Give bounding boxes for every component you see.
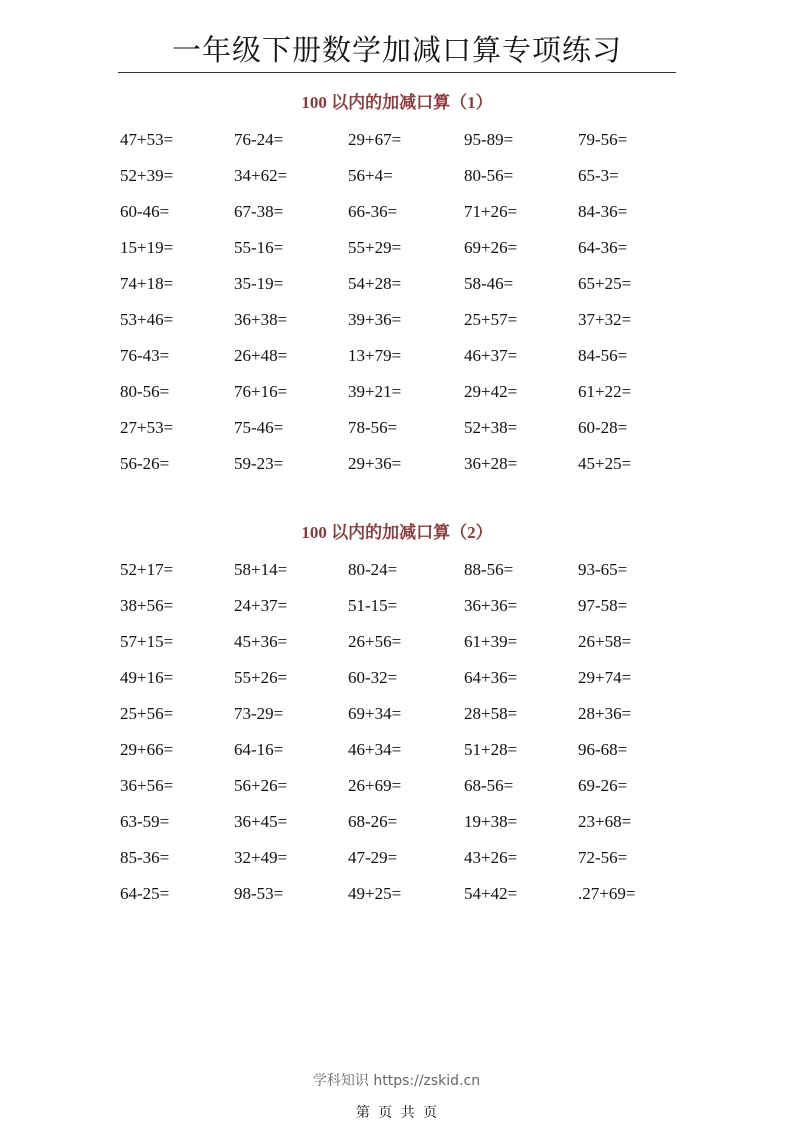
- problem-row: [120, 238, 680, 274]
- arithmetic-problem: 26+48=: [234, 346, 288, 365]
- problem-row: [120, 884, 680, 920]
- arithmetic-problem: 53+46=: [120, 310, 174, 329]
- arithmetic-problem: 36+36=: [464, 596, 518, 615]
- arithmetic-problem: 52+17=: [120, 560, 174, 579]
- arithmetic-problem: 39+21=: [348, 382, 402, 401]
- arithmetic-problem: 51+28=: [464, 740, 518, 759]
- arithmetic-problem: 54+28=: [348, 274, 402, 293]
- arithmetic-problem: 76+16=: [234, 382, 288, 401]
- arithmetic-problem: 60-28=: [578, 418, 628, 437]
- arithmetic-problem: 93-65=: [578, 560, 628, 579]
- section-2-problem-grid: [120, 560, 680, 920]
- title-divider: [118, 72, 676, 73]
- problem-row: [120, 274, 680, 310]
- arithmetic-problem: 25+57=: [464, 310, 518, 329]
- arithmetic-problem: 29+36=: [348, 454, 402, 473]
- arithmetic-problem: 19+38=: [464, 812, 518, 831]
- problem-row: [120, 668, 680, 704]
- problem-row: [120, 632, 680, 668]
- arithmetic-problem: 47-29=: [348, 848, 398, 867]
- arithmetic-problem: 60-32=: [348, 668, 398, 687]
- arithmetic-problem: 69-26=: [578, 776, 628, 795]
- footer-page-number: 第 页 共 页: [355, 1105, 438, 1121]
- arithmetic-problem: 23+68=: [578, 812, 632, 831]
- section-1-heading: 100 以内的加减口算（1）: [301, 93, 493, 112]
- arithmetic-problem: 61+22=: [578, 382, 632, 401]
- arithmetic-problem: 45+36=: [234, 632, 288, 651]
- arithmetic-problem: 67-38=: [234, 202, 284, 221]
- arithmetic-problem: 37+32=: [578, 310, 632, 329]
- arithmetic-problem: 59-23=: [234, 454, 284, 473]
- problem-row: [120, 704, 680, 740]
- problem-row: [120, 382, 680, 418]
- arithmetic-problem: 27+53=: [120, 418, 174, 437]
- arithmetic-problem: 96-68=: [578, 740, 628, 759]
- arithmetic-problem: 71+26=: [464, 202, 518, 221]
- arithmetic-problem: 63-59=: [120, 812, 170, 831]
- arithmetic-problem: 65-3=: [578, 166, 619, 185]
- section-1-problem-grid: [120, 130, 680, 490]
- arithmetic-problem: 49+16=: [120, 668, 174, 687]
- arithmetic-problem: 72-56=: [578, 848, 628, 867]
- problem-row: [120, 596, 680, 632]
- arithmetic-problem: 56-26=: [120, 454, 170, 473]
- arithmetic-problem: 39+36=: [348, 310, 402, 329]
- arithmetic-problem: 61+39=: [464, 632, 518, 651]
- arithmetic-problem: 29+67=: [348, 130, 402, 149]
- arithmetic-problem: 28+58=: [464, 704, 518, 723]
- arithmetic-problem: 58-46=: [464, 274, 514, 293]
- arithmetic-problem: 64-36=: [578, 238, 628, 257]
- arithmetic-problem: 36+56=: [120, 776, 174, 795]
- arithmetic-problem: 84-36=: [578, 202, 628, 221]
- arithmetic-problem: 55+26=: [234, 668, 288, 687]
- arithmetic-problem: 85-36=: [120, 848, 170, 867]
- arithmetic-problem: 36+38=: [234, 310, 288, 329]
- arithmetic-problem: 98-53=: [234, 884, 284, 903]
- arithmetic-problem: 13+79=: [348, 346, 402, 365]
- arithmetic-problem: 46+37=: [464, 346, 518, 365]
- arithmetic-problem: 64+36=: [464, 668, 518, 687]
- problem-row: [120, 418, 680, 454]
- arithmetic-problem: 76-43=: [120, 346, 170, 365]
- arithmetic-problem: 56+26=: [234, 776, 288, 795]
- arithmetic-problem: 29+74=: [578, 668, 632, 687]
- arithmetic-problem: 84-56=: [578, 346, 628, 365]
- arithmetic-problem: 34+62=: [234, 166, 288, 185]
- arithmetic-problem: 26+58=: [578, 632, 632, 651]
- problem-row: [120, 740, 680, 776]
- arithmetic-problem: 79-56=: [578, 130, 628, 149]
- arithmetic-problem: 51-15=: [348, 596, 398, 615]
- arithmetic-problem: 64-16=: [234, 740, 284, 759]
- arithmetic-problem: 47+53=: [120, 130, 174, 149]
- arithmetic-problem: 74+18=: [120, 274, 174, 293]
- arithmetic-problem: 55-16=: [234, 238, 284, 257]
- problem-row: [120, 130, 680, 166]
- arithmetic-problem: 15+19=: [120, 238, 174, 257]
- arithmetic-problem: .27+69=: [578, 884, 636, 903]
- arithmetic-problem: 64-25=: [120, 884, 170, 903]
- arithmetic-problem: 69+26=: [464, 238, 518, 257]
- arithmetic-problem: 80-24=: [348, 560, 398, 579]
- arithmetic-problem: 68-26=: [348, 812, 398, 831]
- arithmetic-problem: 56+4=: [348, 166, 393, 185]
- problem-row: [120, 848, 680, 884]
- arithmetic-problem: 55+29=: [348, 238, 402, 257]
- arithmetic-problem: 80-56=: [464, 166, 514, 185]
- arithmetic-problem: 66-36=: [348, 202, 398, 221]
- arithmetic-problem: 32+49=: [234, 848, 288, 867]
- arithmetic-problem: 45+25=: [578, 454, 632, 473]
- arithmetic-problem: 35-19=: [234, 274, 284, 293]
- arithmetic-problem: 25+56=: [120, 704, 174, 723]
- arithmetic-problem: 36+45=: [234, 812, 288, 831]
- arithmetic-problem: 88-56=: [464, 560, 514, 579]
- arithmetic-problem: 54+42=: [464, 884, 518, 903]
- problem-row: [120, 166, 680, 202]
- arithmetic-problem: 49+25=: [348, 884, 402, 903]
- problem-row: [120, 454, 680, 490]
- problem-row: [120, 310, 680, 346]
- arithmetic-problem: 24+37=: [234, 596, 288, 615]
- problem-row: [120, 346, 680, 382]
- arithmetic-problem: 68-56=: [464, 776, 514, 795]
- problem-row: [120, 560, 680, 596]
- arithmetic-problem: 46+34=: [348, 740, 402, 759]
- arithmetic-problem: 28+36=: [578, 704, 632, 723]
- page-title: 一年级下册数学加减口算专项练习: [171, 33, 622, 67]
- arithmetic-problem: 52+38=: [464, 418, 518, 437]
- arithmetic-problem: 65+25=: [578, 274, 632, 293]
- problem-row: [120, 812, 680, 848]
- footer-site-text: 学科知识 https://zskid.cn: [312, 1073, 481, 1089]
- arithmetic-problem: 58+14=: [234, 560, 288, 579]
- arithmetic-problem: 73-29=: [234, 704, 284, 723]
- arithmetic-problem: 78-56=: [348, 418, 398, 437]
- problem-row: [120, 776, 680, 812]
- arithmetic-problem: 38+56=: [120, 596, 174, 615]
- arithmetic-problem: 69+34=: [348, 704, 402, 723]
- arithmetic-problem: 80-56=: [120, 382, 170, 401]
- arithmetic-problem: 57+15=: [120, 632, 174, 651]
- arithmetic-problem: 60-46=: [120, 202, 170, 221]
- arithmetic-problem: 97-58=: [578, 596, 628, 615]
- arithmetic-problem: 43+26=: [464, 848, 518, 867]
- arithmetic-problem: 36+28=: [464, 454, 518, 473]
- arithmetic-problem: 95-89=: [464, 130, 514, 149]
- section-2-heading: 100 以内的加减口算（2）: [301, 523, 493, 542]
- arithmetic-problem: 26+69=: [348, 776, 402, 795]
- problem-row: [120, 202, 680, 238]
- arithmetic-problem: 29+42=: [464, 382, 518, 401]
- arithmetic-problem: 76-24=: [234, 130, 284, 149]
- arithmetic-problem: 26+56=: [348, 632, 402, 651]
- arithmetic-problem: 29+66=: [120, 740, 174, 759]
- arithmetic-problem: 52+39=: [120, 166, 174, 185]
- arithmetic-problem: 75-46=: [234, 418, 284, 437]
